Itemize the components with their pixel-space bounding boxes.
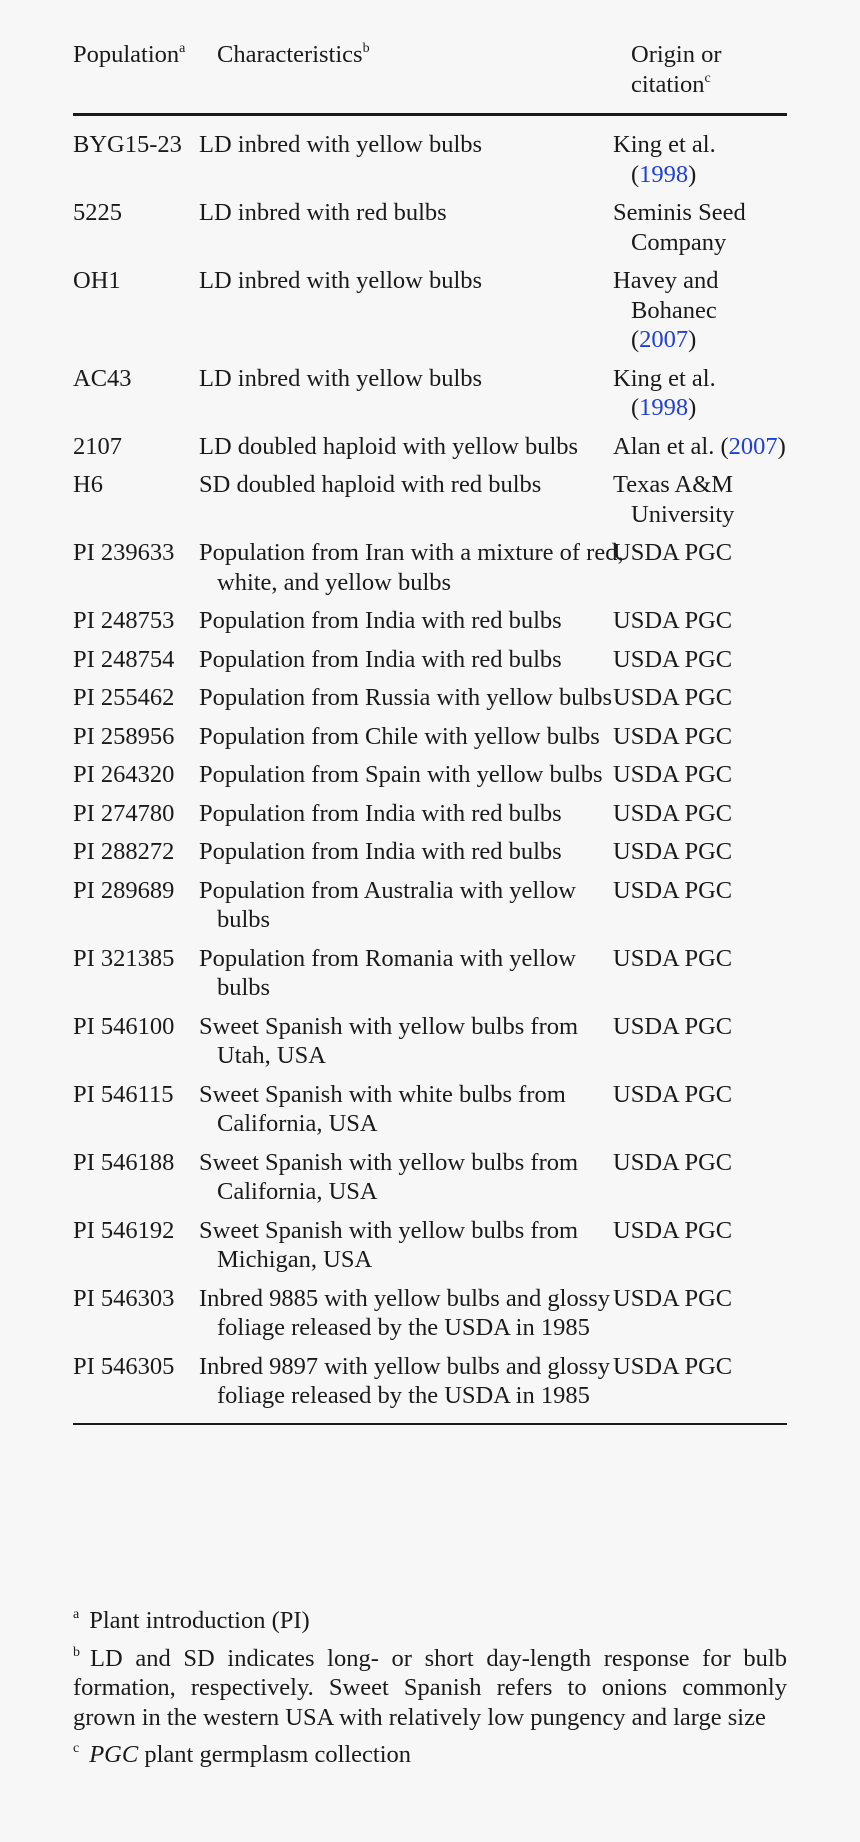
cell-characteristics: Population from India with red bulbs <box>199 838 562 865</box>
header-population: Population$^a$ <box>73 36 217 115</box>
footnote-a: $^a$ Plant introduction (PI) <box>73 1607 310 1634</box>
table-footnotes <box>73 1606 787 1778</box>
cell-characteristics: LD inbred with yellow bulbs <box>199 131 483 158</box>
cell-origin <box>613 1216 787 1284</box>
cell-origin <box>613 470 787 538</box>
cell-characteristics: Population from Spain with yellow bulbs <box>199 761 603 788</box>
table-row <box>73 1080 787 1148</box>
cell-characteristics: SD doubled haploid with red bulbs <box>199 471 542 498</box>
table-row <box>73 722 787 761</box>
table-row <box>73 645 787 684</box>
table-row <box>73 538 787 606</box>
cell-population: 2107 <box>73 432 122 460</box>
table-row <box>73 198 787 266</box>
cell-population: PI 274780 <box>73 799 175 827</box>
cell-origin: King et al. (1998) <box>613 131 716 188</box>
origin-text: USDA PGC <box>613 1352 733 1380</box>
cell-origin <box>613 606 787 645</box>
cell-population: PI 239633 <box>73 539 175 566</box>
footnote-mark-c: c <box>704 70 711 86</box>
cell-population: PI 546305 <box>73 1352 217 1424</box>
cell-population: OH1 <box>73 267 121 294</box>
origin-text: USDA PGC <box>613 607 733 634</box>
cell-characteristics: Population from India with red bulbs <box>199 799 562 827</box>
origin-text: Texas A&M University <box>613 471 735 528</box>
header-characteristics: Characteristics$^b$ <box>217 36 631 115</box>
origin-text: Havey and Bohanec <box>613 267 719 324</box>
header-origin: Origin or citation$^c$ <box>631 36 787 115</box>
cell-characteristics: Population from Chile with yellow bulbs <box>199 722 600 750</box>
origin-text: USDA PGC <box>613 722 733 750</box>
cell-population: AC43 <box>73 364 132 392</box>
cell-characteristics: LD inbred with yellow bulbs <box>199 267 483 294</box>
cell-characteristics: Population from Russia with yellow bulbs <box>199 684 613 711</box>
footnote-mark-b: b <box>362 41 370 56</box>
origin-text: USDA PGC <box>613 1216 733 1244</box>
table-row <box>73 432 787 471</box>
cell-characteristics: Population from Iran with a mixture of red, white, and yellow bulbs <box>199 539 624 596</box>
origin-text: USDA PGC <box>613 876 733 904</box>
cell-population: H6 <box>73 471 103 498</box>
cell-origin <box>613 837 787 876</box>
cell-population: PI 546303 <box>73 1284 175 1312</box>
table-body <box>73 115 787 1424</box>
cell-characteristics: Sweet Spanish with yellow bulbs from Michigan, USA <box>199 1216 579 1273</box>
cell-origin <box>613 876 787 944</box>
cell-population: PI 321385 <box>73 944 175 972</box>
table-row <box>73 837 787 876</box>
cell-characteristics: LD doubled haploid with yellow bulbs <box>199 432 579 460</box>
cell-population: BYG15-23 <box>73 131 182 158</box>
origin-text: USDA PGC <box>613 1012 733 1040</box>
origin-text: USDA PGC <box>613 944 733 972</box>
origin-text: USDA PGC <box>613 838 733 865</box>
origin-text: USDA PGC <box>613 1080 733 1108</box>
cell-population: PI 288272 <box>73 838 175 865</box>
cell-characteristics: Population from Australia with yellow bulbs <box>199 876 576 933</box>
populations-table <box>73 36 787 1425</box>
cell-origin <box>613 722 787 761</box>
cell-population: PI 248753 <box>73 607 175 634</box>
cell-characteristics: Inbred 9885 with yellow bulbs and glossy foliage released by the USDA in 1985 <box>199 1284 611 1341</box>
footnote-c-abbr: PGC <box>89 1741 139 1768</box>
origin-text: King et al. <box>613 364 716 392</box>
cell-characteristics: Population from India with red bulbs <box>199 645 562 673</box>
cell-origin: Alan et al. (2007) <box>613 432 786 460</box>
table-row <box>73 266 787 364</box>
cell-population: PI 546188 <box>73 1148 175 1176</box>
cell-origin <box>613 1284 787 1352</box>
cell-characteristics: Sweet Spanish with white bulbs from California, USA <box>199 1080 566 1137</box>
table-row <box>73 1216 787 1284</box>
table-row <box>73 944 787 1012</box>
cell-population: PI 546192 <box>73 1216 175 1244</box>
table-row <box>73 470 787 538</box>
table-row <box>73 683 787 722</box>
table-row <box>73 364 787 432</box>
origin-text: USDA PGC <box>613 1284 733 1312</box>
cell-origin <box>613 944 787 1012</box>
cell-characteristics: Population from India with red bulbs <box>199 607 562 634</box>
cell-origin <box>613 1080 787 1148</box>
origin-text: USDA PGC <box>613 684 733 711</box>
cell-population: PI 264320 <box>73 761 175 788</box>
origin-text: Alan et al. <box>613 432 715 460</box>
table-row <box>73 1012 787 1080</box>
table-row <box>73 1284 787 1352</box>
cell-characteristics: LD inbred with red bulbs <box>199 199 447 226</box>
origin-text: King et al. <box>613 131 716 158</box>
cell-population: PI 546100 <box>73 1012 175 1040</box>
citation-year-link[interactable]: 1998 <box>639 160 689 188</box>
cell-population: PI 248754 <box>73 645 175 673</box>
citation-year-link[interactable]: 2007 <box>639 326 689 353</box>
cell-origin <box>613 645 787 684</box>
cell-origin <box>613 1148 787 1216</box>
table-row <box>73 760 787 799</box>
cell-origin: King et al. (1998) <box>613 364 716 421</box>
cell-origin: Havey and Bohanec (2007) <box>613 267 719 353</box>
cell-population: PI 546115 <box>73 1080 174 1108</box>
cell-origin <box>613 198 787 266</box>
origin-text: Seminis Seed Company <box>613 199 746 256</box>
origin-text: USDA PGC <box>613 799 733 827</box>
cell-characteristics: Sweet Spanish with yellow bulbs from California, USA <box>199 1148 579 1205</box>
cell-characteristics: Sweet Spanish with yellow bulbs from Utah, USA <box>199 1012 579 1069</box>
origin-text: USDA PGC <box>613 539 733 566</box>
table-row <box>73 876 787 944</box>
cell-origin <box>613 1012 787 1080</box>
cell-population: PI 289689 <box>73 876 175 904</box>
origin-text: USDA PGC <box>613 1148 733 1176</box>
cell-origin <box>613 760 787 799</box>
citation-year-link[interactable]: 2007 <box>728 432 778 460</box>
table-row <box>73 1148 787 1216</box>
citation-year-link[interactable]: 1998 <box>639 394 689 421</box>
cell-characteristics: LD inbred with yellow bulbs <box>199 364 483 392</box>
cell-origin <box>613 538 787 606</box>
footnote-c: $^c$ PGC plant germplasm collection <box>73 1741 412 1768</box>
footnote-b: $^b$ LD and SD indicates long- or short day-length response for bulb formation, respectively. Sweet Spanish refers to onions commonly grown in the western USA with relatively low pungency and large size <box>73 1644 787 1731</box>
cell-origin <box>613 1352 787 1424</box>
cell-origin <box>613 683 787 722</box>
table-row <box>73 115 787 199</box>
cell-population: PI 258956 <box>73 722 175 750</box>
cell-characteristics: Population from Romania with yellow bulbs <box>199 944 576 1001</box>
cell-origin <box>613 799 787 838</box>
footnote-mark-a: a <box>179 41 186 56</box>
cell-population: PI 255462 <box>73 684 175 711</box>
origin-text: USDA PGC <box>613 761 733 788</box>
table-row <box>73 606 787 645</box>
table-row <box>73 1352 787 1424</box>
origin-text: USDA PGC <box>613 645 733 673</box>
cell-population: 5225 <box>73 199 122 226</box>
cell-characteristics: Inbred 9897 with yellow bulbs and glossy foliage released by the USDA in 1985 <box>217 1352 631 1424</box>
table-header-row <box>73 36 787 115</box>
table-row <box>73 799 787 838</box>
